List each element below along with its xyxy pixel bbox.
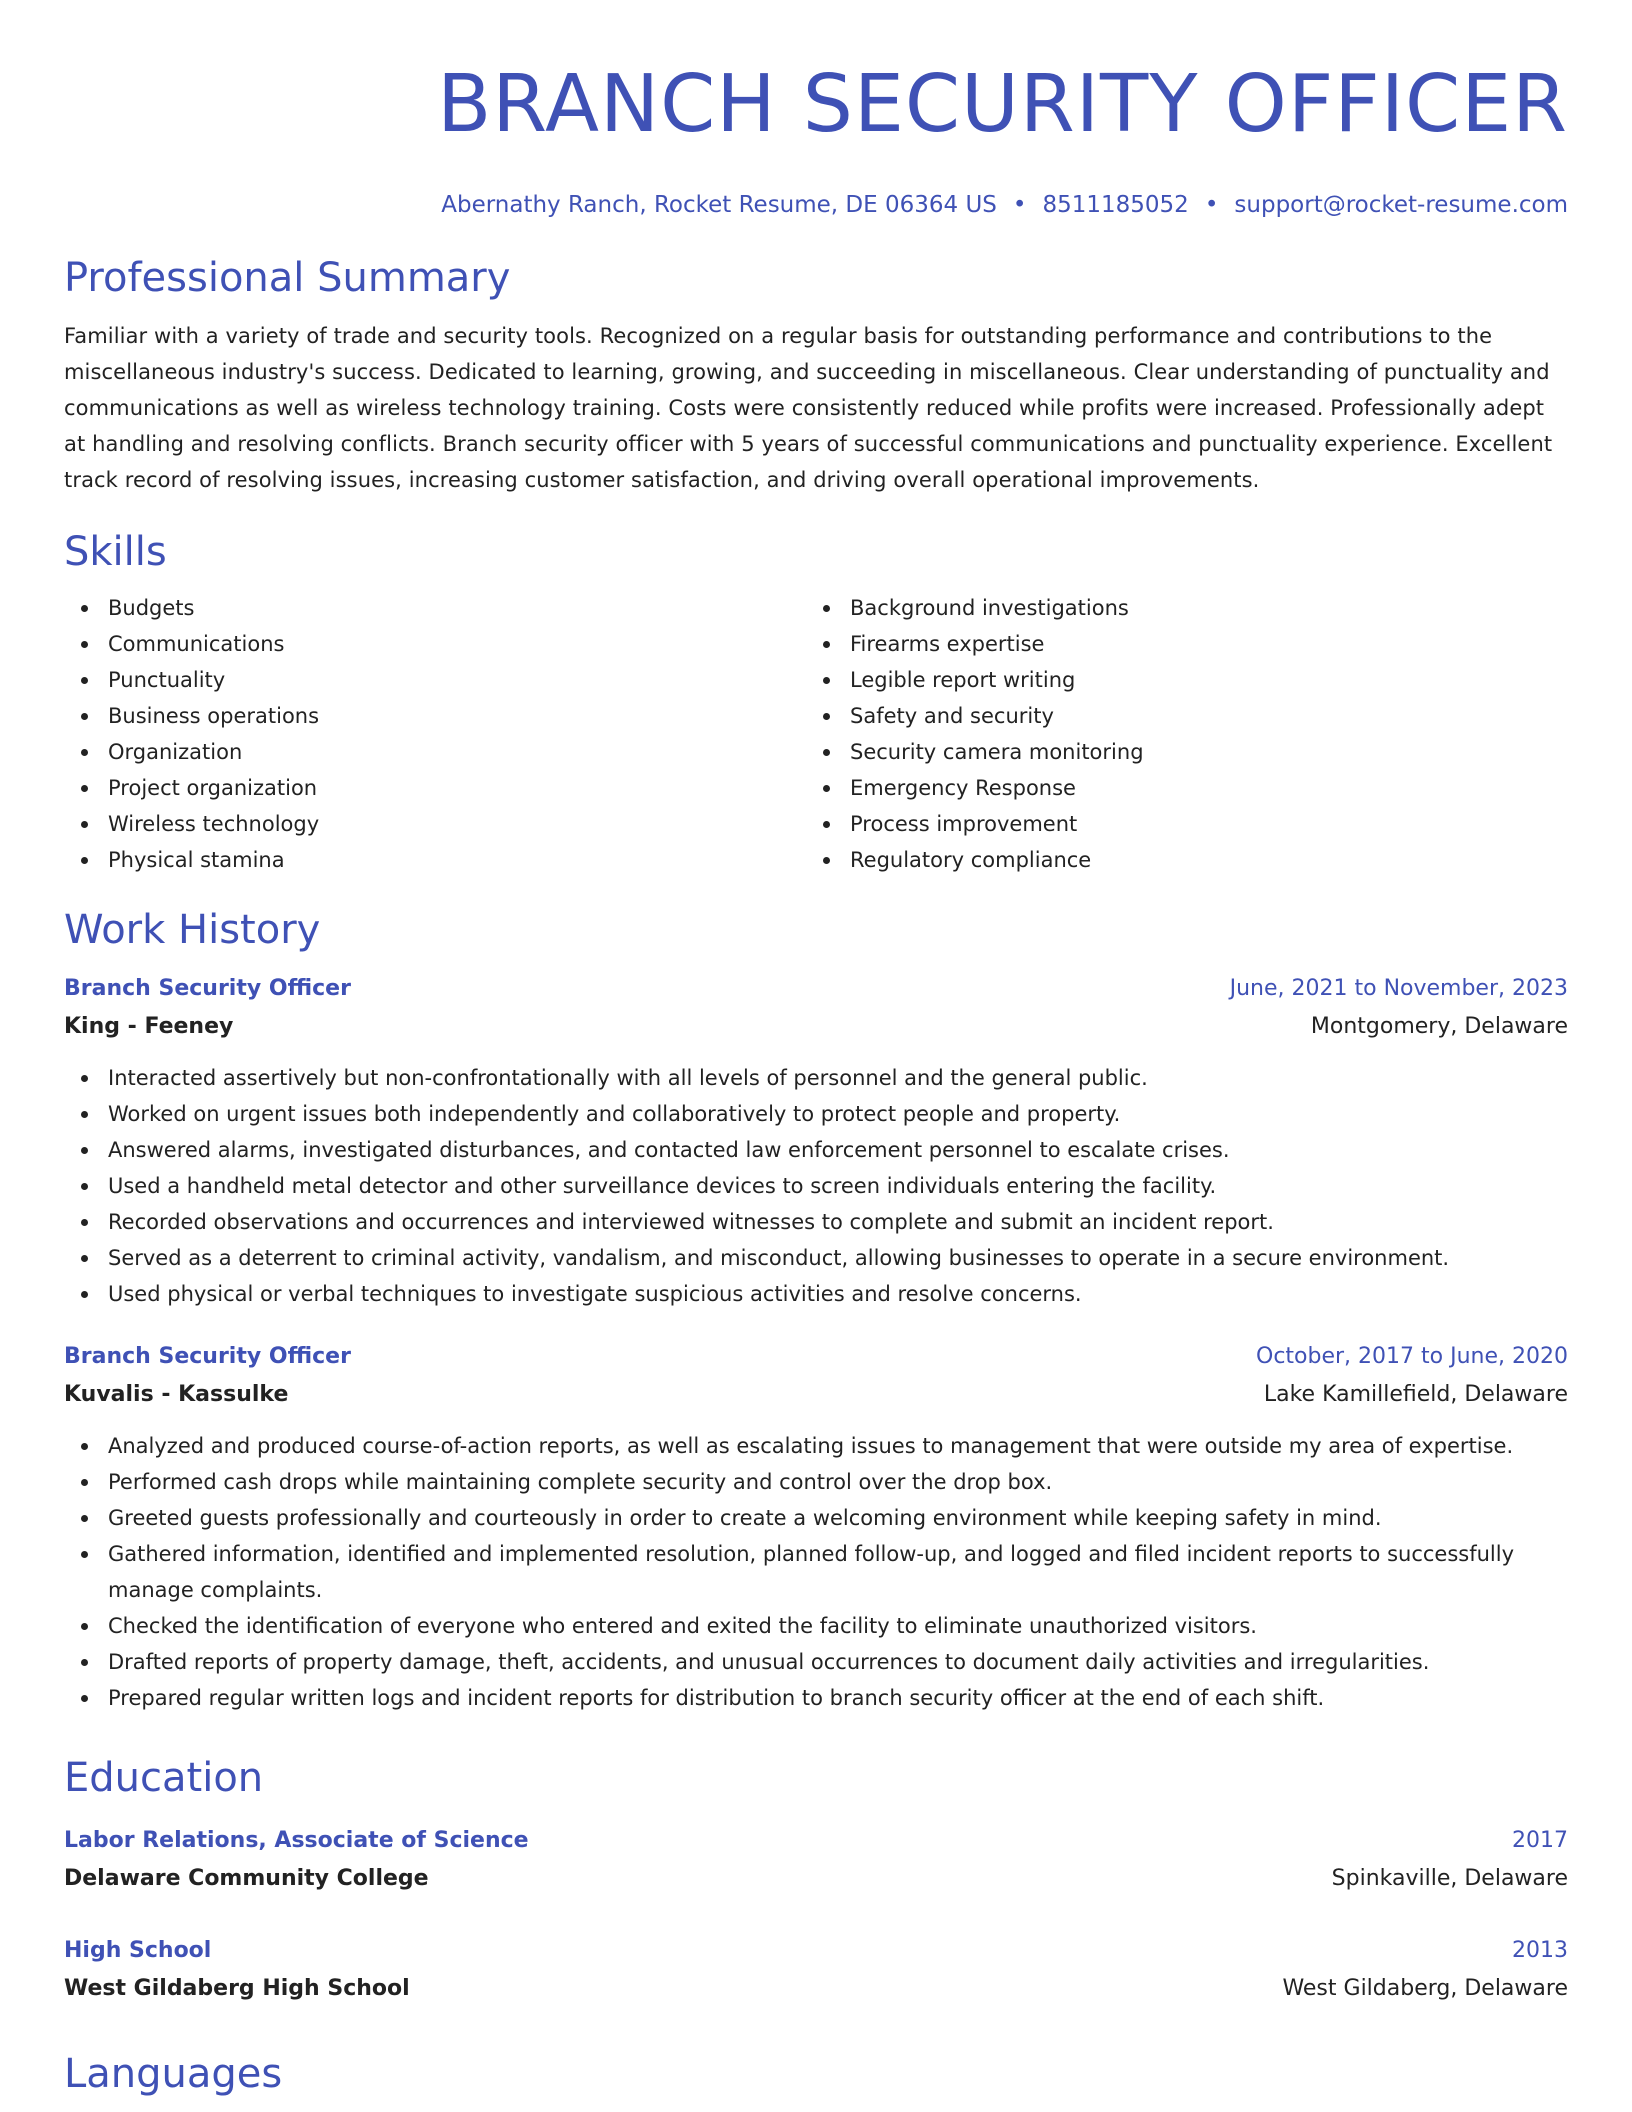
job-bullets — [64, 1428, 1568, 1716]
skill-item: Project organization — [64, 770, 806, 806]
education-year: 2013 — [1512, 1938, 1568, 1963]
skill-item: Organization — [64, 734, 806, 770]
job-employer-row — [64, 1376, 1568, 1414]
education-school-row — [64, 1860, 1568, 1898]
job-employer: Kuvalis - Kassulke — [64, 1382, 289, 1407]
education-school: West Gildaberg High School — [64, 1976, 410, 2001]
job-header-row — [64, 1338, 1568, 1376]
education-school-row — [64, 1970, 1568, 2008]
summary-heading: Professional Summary — [64, 255, 511, 301]
summary-text: Familiar with a variety of trade and security tools. Recognized on a regular basis for outstanding performance and contributions to the miscellaneous industry's success. Dedicated to learning, growing, and succeeding in miscellaneous. Clear understanding of punctuality and communications as well as wireless technology training. Costs were consistently reduced while profits were increased. Professionally adept at handling and resolving conflicts. Branch security officer with 5 years of successful communications and punctuality experience. Excellent track record of resolving issues, increasing customer satisfaction, and driving overall operational improvements. — [64, 324, 1553, 492]
resume-title: BRANCH SECURITY OFFICER — [437, 58, 1568, 150]
job-location: Lake Kamillefield, Delaware — [1263, 1382, 1568, 1407]
job-bullet: Greeted guests professionally and courteously in order to create a welcoming environment while keeping safety in mind. — [64, 1500, 1568, 1536]
skills-column-left — [64, 590, 806, 878]
education-location: Spinkaville, Delaware — [1331, 1866, 1568, 1891]
skill-item: Regulatory compliance — [806, 842, 1548, 878]
skill-item: Background investigations — [806, 590, 1548, 626]
skill-item: Legible report writing — [806, 662, 1548, 698]
skill-item: Safety and security — [806, 698, 1548, 734]
skill-item: Physical stamina — [64, 842, 806, 878]
education-degree: High School — [64, 1938, 212, 1963]
job-bullet: Analyzed and produced course-of-action reports, as well as escalating issues to management that were outside my area of expertise. — [64, 1428, 1568, 1464]
skills-column-right — [806, 590, 1548, 878]
job-dates: June, 2021 to November, 2023 — [1229, 976, 1568, 1001]
skill-item: Communications — [64, 626, 806, 662]
job-bullet: Performed cash drops while maintaining complete security and control over the drop box. — [64, 1464, 1568, 1500]
job-bullet: Prepared regular written logs and incident reports for distribution to branch security officer at the end of each shift. — [64, 1680, 1568, 1716]
job-role: Branch Security Officer — [64, 1344, 351, 1369]
job-bullet: Served as a deterrent to criminal activity, vandalism, and misconduct, allowing businesses to operate in a secure environment. — [64, 1240, 1568, 1276]
job-dates: October, 2017 to June, 2020 — [1256, 1344, 1568, 1369]
job-bullets — [64, 1060, 1568, 1312]
job-bullet: Gathered information, identified and implemented resolution, planned follow-up, and logged and filed incident reports to successfully manage complaints. — [64, 1536, 1568, 1608]
skills-heading: Skills — [64, 529, 167, 575]
contact-separator: • — [1012, 192, 1027, 218]
education-school: Delaware Community College — [64, 1866, 429, 1891]
contact-separator: • — [1204, 192, 1219, 218]
job-employer: King - Feeney — [64, 1014, 234, 1039]
job-entry — [64, 970, 1568, 1312]
contact-phone: 8511185052 — [1042, 192, 1189, 218]
education-degree: Labor Relations, Associate of Science — [64, 1828, 529, 1853]
job-bullet: Checked the identification of everyone who entered and exited the facility to eliminate unauthorized visitors. — [64, 1608, 1568, 1644]
languages-heading: Languages — [64, 2051, 283, 2097]
job-bullet: Drafted reports of property damage, theft, accidents, and unusual occurrences to document daily activities and irregularities. — [64, 1644, 1568, 1680]
skill-item: Business operations — [64, 698, 806, 734]
job-header-row — [64, 970, 1568, 1008]
skill-item: Security camera monitoring — [806, 734, 1548, 770]
resume-page — [64, 0, 1568, 2100]
skill-item: Emergency Response — [806, 770, 1548, 806]
job-bullet: Used a handheld metal detector and other surveillance devices to screen individuals entering the facility. — [64, 1168, 1568, 1204]
skill-item: Process improvement — [806, 806, 1548, 842]
skill-item: Firearms expertise — [806, 626, 1548, 662]
education-entry — [64, 1932, 1568, 2008]
job-role: Branch Security Officer — [64, 976, 351, 1001]
job-entry — [64, 1338, 1568, 1716]
contact-address: Abernathy Ranch, Rocket Resume, DE 06364 US — [441, 192, 997, 218]
contact-email: support@rocket-resume.com — [1234, 192, 1568, 218]
skills-list — [64, 590, 1568, 878]
education-entry — [64, 1822, 1568, 1898]
contact-line — [64, 190, 1568, 220]
skill-item: Wireless technology — [64, 806, 806, 842]
job-bullet: Worked on urgent issues both independently and collaboratively to protect people and property. — [64, 1096, 1568, 1132]
job-bullet: Recorded observations and occurrences and interviewed witnesses to complete and submit an incident report. — [64, 1204, 1568, 1240]
education-header-row — [64, 1822, 1568, 1860]
education-heading: Education — [64, 1755, 264, 1801]
job-bullet: Used physical or verbal techniques to investigate suspicious activities and resolve concerns. — [64, 1276, 1568, 1312]
job-location: Montgomery, Delaware — [1310, 1014, 1568, 1039]
job-bullet: Answered alarms, investigated disturbances, and contacted law enforcement personnel to escalate crises. — [64, 1132, 1568, 1168]
skill-item: Punctuality — [64, 662, 806, 698]
skill-item: Budgets — [64, 590, 806, 626]
job-employer-row — [64, 1008, 1568, 1046]
job-bullet: Interacted assertively but non-confrontationally with all levels of personnel and the general public. — [64, 1060, 1568, 1096]
education-header-row — [64, 1932, 1568, 1970]
work-history-heading: Work History — [64, 907, 321, 953]
education-year: 2017 — [1512, 1828, 1568, 1853]
education-location: West Gildaberg, Delaware — [1282, 1976, 1568, 2001]
